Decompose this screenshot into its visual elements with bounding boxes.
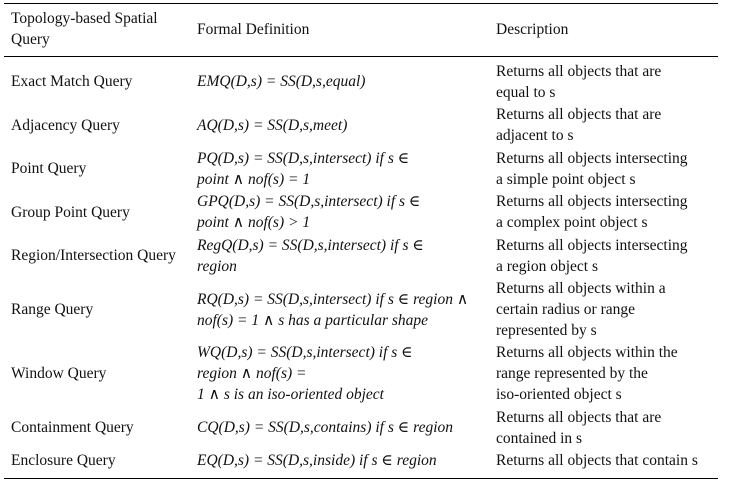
header-col2: Formal Definition bbox=[197, 21, 310, 38]
row-desc-line: certain radius or range bbox=[496, 301, 636, 318]
row-desc-line: Returns all objects that contain s bbox=[496, 452, 698, 469]
row-desc-line: Returns all objects that are bbox=[496, 63, 662, 80]
row-desc-line: Returns all objects intersecting bbox=[496, 237, 688, 254]
row-def-line: nof(s) = 1 ∧ s has a particular shape bbox=[197, 312, 429, 329]
row-desc-line: Returns all objects within a bbox=[496, 280, 666, 297]
row-desc-line: a region object s bbox=[496, 258, 599, 275]
row-desc-line: a simple point object s bbox=[496, 171, 636, 188]
row-name: Group Point Query bbox=[11, 204, 130, 221]
row-desc-line: contained in s bbox=[496, 430, 583, 447]
row-name: Exact Match Query bbox=[11, 73, 133, 90]
row-def-line: point ∧ nof(s) = 1 bbox=[197, 171, 311, 188]
row-desc-line: Returns all objects within the bbox=[496, 344, 678, 361]
row-def-line: RQ(D,s) = SS(D,s,intersect) if s ∈ region ∧ bbox=[197, 291, 469, 308]
row-desc-line: Returns all objects that are bbox=[496, 106, 662, 123]
row-name: Adjacency Query bbox=[11, 117, 120, 134]
row-def-line: RegQ(D,s) = SS(D,s,intersect) if s ∈ bbox=[197, 237, 424, 254]
row-desc-line: Returns all objects intersecting bbox=[496, 150, 688, 167]
bottom-rule bbox=[4, 478, 718, 479]
row-def-line: PQ(D,s) = SS(D,s,intersect) if s ∈ bbox=[197, 150, 410, 167]
row-desc-line: Returns all objects that are bbox=[496, 409, 662, 426]
row-desc-line: equal to s bbox=[496, 84, 556, 101]
row-name: Range Query bbox=[11, 301, 94, 318]
header-rule bbox=[4, 56, 718, 57]
header-col3: Description bbox=[496, 21, 569, 38]
row-desc-line: range represented by the bbox=[496, 365, 648, 382]
row-desc-line: adjacent to s bbox=[496, 127, 574, 144]
row-def-line: CQ(D,s) = SS(D,s,contains) if s ∈ region bbox=[197, 419, 453, 436]
row-def-line: EMQ(D,s) = SS(D,s,equal) bbox=[197, 73, 366, 90]
row-def-line: GPQ(D,s) = SS(D,s,intersect) if s ∈ bbox=[197, 193, 421, 210]
row-def-line: region ∧ nof(s) = bbox=[197, 365, 307, 382]
row-def-line: WQ(D,s) = SS(D,s,intersect) if s ∈ bbox=[197, 344, 413, 361]
row-def-line: AQ(D,s) = SS(D,s,meet) bbox=[197, 117, 348, 134]
header-col1-line2: Query bbox=[11, 31, 50, 48]
row-desc-line: a complex point object s bbox=[496, 214, 648, 231]
row-def-line: EQ(D,s) = SS(D,s,inside) if s ∈ region bbox=[197, 452, 437, 469]
row-name: Containment Query bbox=[11, 419, 134, 436]
row-name: Enclosure Query bbox=[11, 452, 116, 469]
row-def-line: region bbox=[197, 258, 237, 275]
row-def-line: point ∧ nof(s) > 1 bbox=[197, 214, 311, 231]
row-name: Point Query bbox=[11, 160, 87, 177]
row-def-line: 1 ∧ s is an iso-oriented object bbox=[197, 386, 384, 403]
row-desc-line: represented by s bbox=[496, 322, 597, 339]
header-col1-line1: Topology-based Spatial bbox=[11, 10, 158, 27]
row-name: Window Query bbox=[11, 365, 107, 382]
row-desc-line: Returns all objects intersecting bbox=[496, 193, 688, 210]
top-rule bbox=[4, 3, 718, 4]
row-desc-line: iso-oriented object s bbox=[496, 386, 622, 403]
row-name: Region/Intersection Query bbox=[11, 247, 176, 264]
